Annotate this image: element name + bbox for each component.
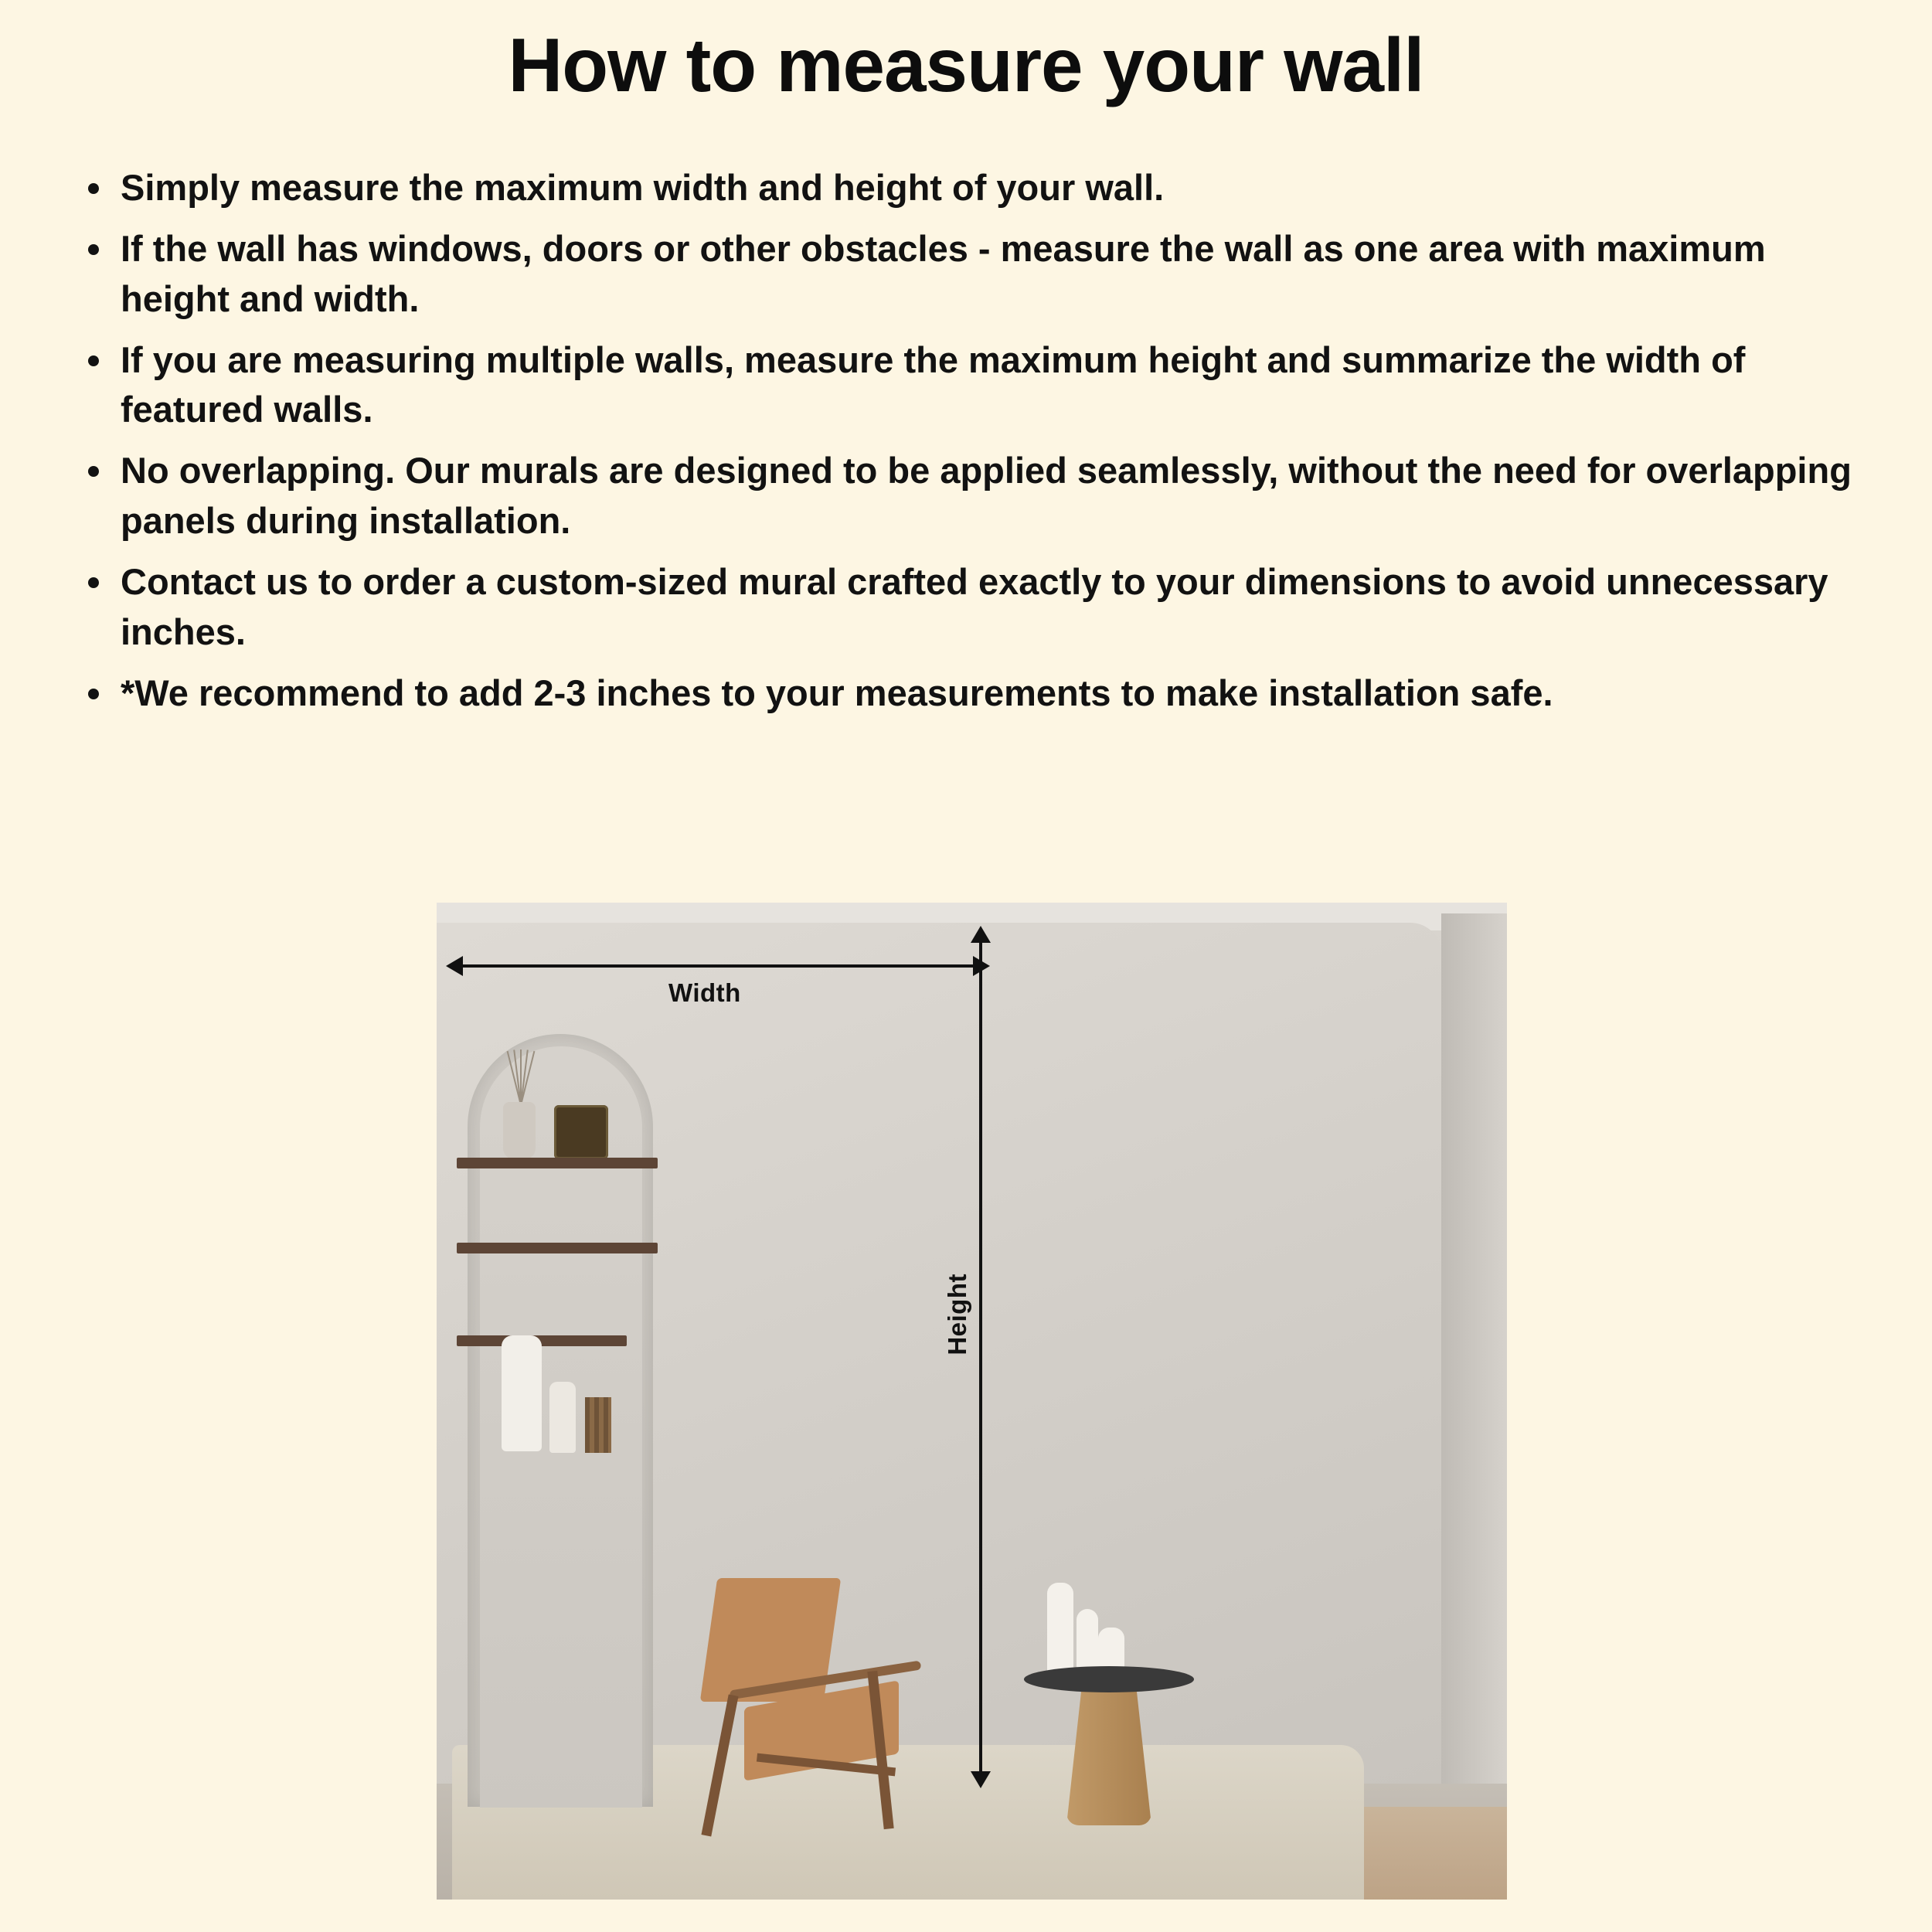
height-label: Height xyxy=(943,1274,971,1355)
list-item: If you are measuring multiple walls, measure the maximum height and summarize the width of featured walls. xyxy=(77,335,1878,436)
list-item: If the wall has windows, doors or other obstacles - measure the wall as one area with maximum height and width. xyxy=(77,224,1878,325)
side-wall xyxy=(1441,913,1507,1794)
side-table-top xyxy=(1024,1666,1194,1692)
height-arrow-up-icon xyxy=(971,926,991,943)
room-illustration xyxy=(437,903,1507,1900)
shelf-middle xyxy=(457,1243,658,1253)
shelf-bottom xyxy=(457,1335,627,1346)
firewood-decor xyxy=(585,1397,611,1453)
ceramic-vase-decor xyxy=(503,1102,536,1159)
wall-measurement-figure xyxy=(437,903,1507,1900)
width-arrow-left-icon xyxy=(446,956,463,976)
sculpture-tall xyxy=(1047,1583,1073,1675)
height-arrow-down-icon xyxy=(971,1771,991,1788)
woven-basket-decor xyxy=(554,1105,608,1159)
shelf-top xyxy=(457,1158,658,1168)
side-table-base xyxy=(1066,1686,1151,1825)
width-measure-line xyxy=(460,964,985,968)
list-item: Simply measure the maximum width and height of your wall. xyxy=(77,163,1878,213)
instructions-list xyxy=(0,163,1932,719)
width-label: Width xyxy=(668,978,741,1007)
list-item: *We recommend to add 2-3 inches to your measurements to make installation safe. xyxy=(77,668,1878,719)
page-title: How to measure your wall xyxy=(508,22,1424,107)
height-measure-line xyxy=(979,941,982,1776)
wood-floor xyxy=(1352,1807,1507,1900)
dried-sticks-decor xyxy=(505,1049,539,1105)
side-table xyxy=(1024,1666,1194,1828)
leather-lounge-chair xyxy=(682,1578,937,1833)
white-vase-large-decor xyxy=(502,1335,542,1451)
white-vase-small-decor xyxy=(549,1382,576,1453)
chair-leg-front xyxy=(701,1694,738,1836)
list-item: Contact us to order a custom-sized mural crafted exactly to your dimensions to avoid unnecessary inches. xyxy=(77,557,1878,658)
list-item: No overlapping. Our murals are designed to be applied seamlessly, without the need for overlapping panels during installation. xyxy=(77,446,1878,546)
